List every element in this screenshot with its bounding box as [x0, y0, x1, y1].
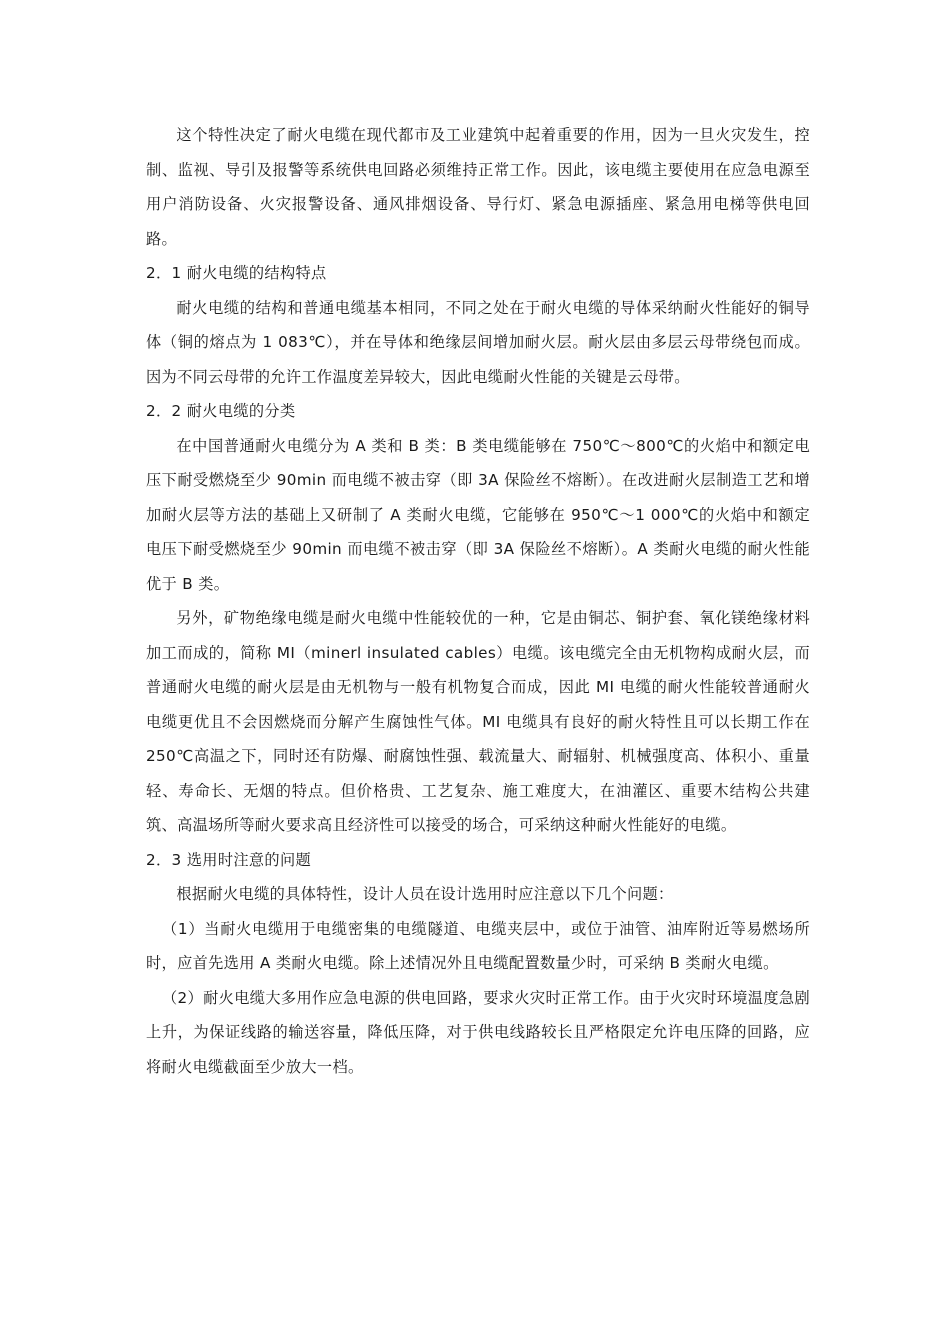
section-heading-structure: 2．1 耐火电缆的结构特点 [146, 264, 327, 282]
paragraph-selection-point-2: （2）耐火电缆大多用作应急电源的供电回路，要求火灾时正常工作。由于火灾时环境温度急剧上升，为保证线路的输送容量，降低压降，对于供电线路较长且严格限定允许电压降的回路，应将耐火电缆截面至少放大一档。 [146, 988, 810, 1076]
paragraph-structure: 耐火电缆的结构和普通电缆基本相同，不同之处在于耐火电缆的导体采纳耐火性能好的铜导体（铜的熔点为 1 083℃），并在导体和绝缘层间增加耐火层。耐火层由多层云母带绕包而成。因为不同云母带的允许工作温度差异较大，因此电缆耐火性能的关键是云母带。 [146, 298, 810, 386]
section-heading-selection: 2．3 选用时注意的问题 [146, 850, 312, 869]
paragraph-intro: 这个特性决定了耐火电缆在现代都市及工业建筑中起着重要的作用，因为一旦火灾发生，控制、监视、导引及报警等系统供电回路必须维持正常工作。因此，该电缆主要使用在应急电源至用户消防设备、火灾报警设备、通风排烟设备、导行灯、紧急电源插座、紧急用电梯等供电回路。 [146, 126, 810, 248]
paragraph-selection-intro: 根据耐火电缆的具体特性，设计人员在设计选用时应注意以下几个问题： [176, 885, 674, 903]
document-body [146, 118, 810, 1084]
paragraph-selection-point-1: （1）当耐火电缆用于电缆密集的电缆隧道、电缆夹层中，或位于油管、油库附近等易燃场所时，应首先选用 A 类耐火电缆。除上述情况外且电缆配置数量少时，可采纳 B 类耐火电缆。 [146, 919, 810, 972]
paragraph-classification: 在中国普通耐火电缆分为 A 类和 B 类：B 类电缆能够在 750℃～800℃的火焰中和额定电压下耐受燃烧至少 90min 而电缆不被击穿（即 3A 保险丝不熔断）。在改进耐火层制造工艺和增加耐火层等方法的基础上又研制了 A 类耐火电缆，它能够在 950℃～1 000℃的火焰中和额定电压下耐受燃烧至少 90min 而电缆不被击穿（即 3A 保险丝不熔断）。A 类耐火电缆的耐火性能优于 B 类。 [146, 436, 810, 593]
section-heading-classification: 2．2 耐火电缆的分类 [146, 402, 296, 420]
paragraph-mi-cable: 另外，矿物绝缘电缆是耐火电缆中性能较优的一种，它是由铜芯、铜护套、氧化镁绝缘材料加工而成的，简称 MI（minerl insulated cables）电缆。该电缆完全由无机物构成耐火层，而普通耐火电缆的耐火层是由无机物与一般有机物复合而成，因此 MI 电缆的耐火性能较普通耐火电缆更优且不会因燃烧而分解产生腐蚀性气体。MI 电缆具有良好的耐火特性且可以长期工作在 250℃高温之下，同时还有防爆、耐腐蚀性强、载流量大、耐辐射、机械强度高、体积小、重量轻、寿命长、无烟的特点。但价格贵、工艺复杂、施工难度大，在油灌区、重要木结构公共建筑、高温场所等耐火要求高且经济性可以接受的场合，可采纳这种耐火性能好的电缆。 [146, 609, 810, 834]
